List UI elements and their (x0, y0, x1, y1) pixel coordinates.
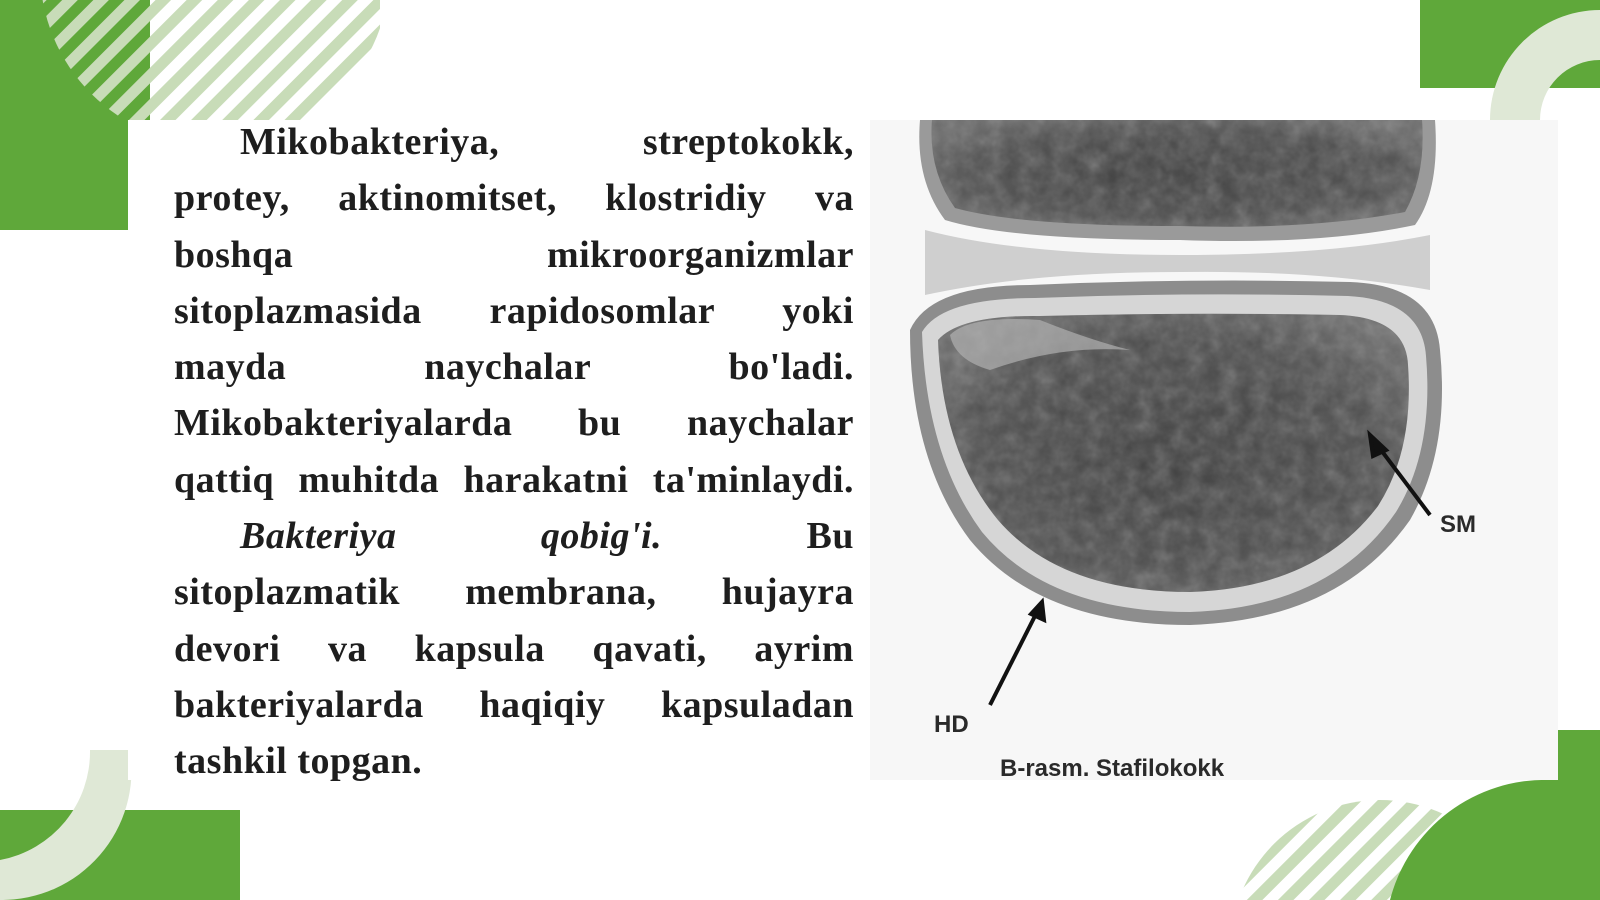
text-line: sitoplazmatik membrana, hujayra (174, 571, 854, 614)
text-line: mayda naychalar bo'ladi. (174, 346, 854, 389)
text-line: Mikobakteriyalarda bu naychalar (174, 402, 854, 445)
section-heading-line (174, 508, 854, 564)
figure-caption: B-rasm. Stafilokokk (1000, 755, 1225, 780)
label-hd: HD (934, 711, 969, 738)
top-right-decoration (1420, 0, 1600, 120)
text-line: protey, aktinomitset, klostridiy va (174, 177, 854, 220)
text-line: boshqa mikroorganizmlar (174, 233, 854, 276)
text-line: Mikobakteriya, streptokokk, (240, 121, 854, 163)
text-line: sitoplazmasida rapidosomlar yoki (174, 289, 854, 332)
text-line: devori va kapsula qavati, ayrim (174, 627, 854, 670)
text-line: tashkil topgan. (174, 740, 423, 783)
section-title: Bakteriya qobig'i. (240, 515, 663, 558)
text-line: qattiq muhitda harakatni ta'minlaydi. (174, 458, 854, 501)
text-column (174, 114, 854, 790)
bacteria-micrograph (870, 120, 1558, 780)
upper-cell (919, 120, 1436, 241)
label-sm: SM (1440, 511, 1476, 538)
content-panel (128, 120, 1558, 783)
section-lead: Bu (806, 515, 854, 558)
text-line: bakteriyalarda haqiqiy kapsuladan (174, 683, 854, 726)
